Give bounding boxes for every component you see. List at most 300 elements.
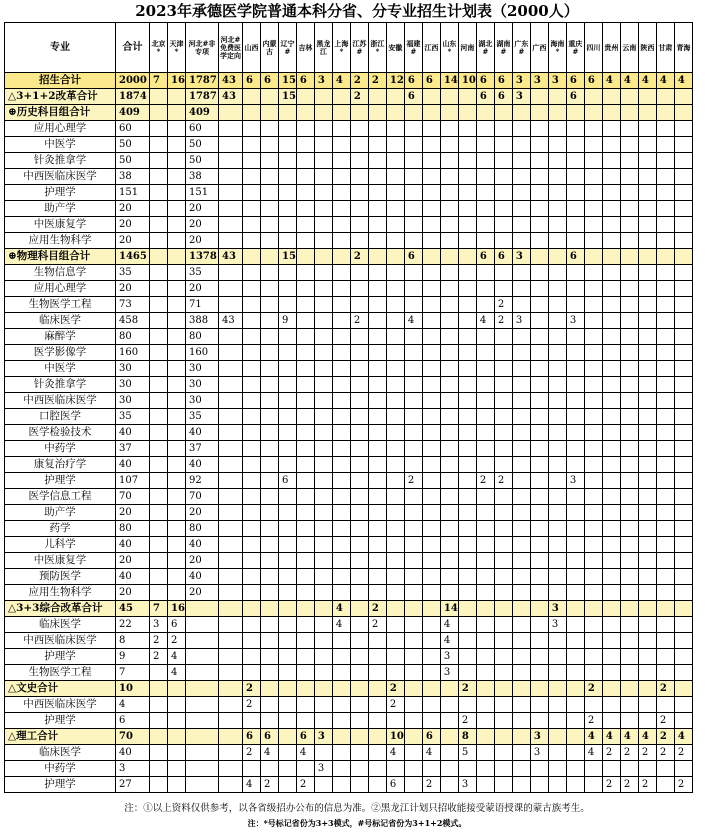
quota-cell [656,105,674,121]
table-row [5,425,693,441]
major-name-cell: 应用生物科学 [5,233,116,249]
quota-cell [458,409,476,425]
quota-cell [261,233,279,249]
quota-cell [458,649,476,665]
quota-cell [584,585,602,601]
quota-cell [219,633,243,649]
quota-cell [350,217,368,233]
quota-cell [279,233,297,249]
quota-cell: 3 [512,73,530,89]
quota-cell [638,489,656,505]
table-row [5,377,693,393]
quota-cell [314,361,332,377]
quota-cell [386,281,404,297]
quota-cell [512,537,530,553]
quota-cell [279,105,297,121]
quota-cell: 4 [296,745,314,761]
quota-cell [404,713,422,729]
quota-cell [638,569,656,585]
quota-cell [368,137,386,153]
quota-cell [350,377,368,393]
quota-cell [602,233,620,249]
quota-cell: 6 [494,73,512,89]
quota-cell [548,633,566,649]
quota-cell [584,233,602,249]
quota-cell [332,697,350,713]
quota-cell [530,217,548,233]
quota-cell [422,313,440,329]
quota-cell [296,185,314,201]
quota-cell [548,265,566,281]
quota-cell [332,505,350,521]
quota-cell [168,441,186,457]
quota-cell [150,745,168,761]
quota-cell [219,265,243,281]
quota-cell [422,505,440,521]
quota-cell [440,185,458,201]
quota-cell [168,697,186,713]
quota-cell [279,457,297,473]
quota-cell [674,441,692,457]
quota-cell [422,473,440,489]
quota-cell [584,425,602,441]
quota-cell [332,153,350,169]
quota-cell [332,137,350,153]
quota-cell [458,105,476,121]
quota-cell [530,761,548,777]
quota-cell [314,473,332,489]
quota-cell [476,761,494,777]
quota-cell [350,457,368,473]
quota-cell [296,137,314,153]
quota-cell [314,649,332,665]
quota-cell [620,553,638,569]
quota-cell [404,777,422,793]
quota-cell: 2 [150,649,168,665]
quota-cell: 4 [332,601,350,617]
quota-cell: 6 [386,777,404,793]
quota-cell [620,425,638,441]
quota-cell [548,729,566,745]
major-name-cell: 儿科学 [5,537,116,553]
quota-cell [219,457,243,473]
quota-cell [296,489,314,505]
quota-cell [620,345,638,361]
quota-cell [168,105,186,121]
subtotal-row [5,89,693,105]
quota-cell [404,105,422,121]
quota-cell [168,249,186,265]
quota-cell [150,585,168,601]
quota-cell [150,169,168,185]
quota-cell [530,553,548,569]
quota-cell [638,409,656,425]
quota-cell [422,377,440,393]
quota-cell [404,649,422,665]
quota-cell [494,281,512,297]
quota-cell [656,233,674,249]
quota-cell [620,297,638,313]
quota-cell [638,457,656,473]
quota-cell: 50 [116,137,150,153]
quota-cell [494,185,512,201]
table-row [5,617,693,633]
major-name-cell: ⊕物理科目组合计 [5,249,116,265]
quota-cell [368,217,386,233]
quota-cell [476,153,494,169]
quota-cell [314,617,332,633]
quota-cell [512,777,530,793]
quota-cell [674,137,692,153]
major-name-cell: 助产学 [5,201,116,217]
quota-cell [261,681,279,697]
quota-cell [440,297,458,313]
quota-cell [476,297,494,313]
quota-cell: 2 [350,89,368,105]
quota-cell [422,249,440,265]
table-row [5,585,693,601]
quota-cell [584,697,602,713]
quota-cell [350,345,368,361]
quota-cell [440,169,458,185]
quota-cell [494,761,512,777]
quota-cell [530,361,548,377]
quota-cell [494,409,512,425]
quota-cell: 40 [116,425,150,441]
quota-cell [422,665,440,681]
quota-cell [314,505,332,521]
quota-cell [638,617,656,633]
column-header: 云南 [620,23,638,73]
major-name-cell: 中医学 [5,137,116,153]
quota-cell [314,665,332,681]
quota-cell [512,121,530,137]
quota-cell [186,649,219,665]
quota-cell [476,361,494,377]
quota-cell [440,745,458,761]
quota-cell [476,745,494,761]
quota-cell: 2 [494,297,512,313]
quota-cell [350,569,368,585]
quota-cell: 6 [404,73,422,89]
quota-cell: 80 [116,329,150,345]
quota-cell [566,217,584,233]
quota-cell [512,697,530,713]
quota-cell [314,457,332,473]
quota-cell [584,601,602,617]
quota-cell [350,729,368,745]
quota-cell [314,713,332,729]
quota-cell [548,297,566,313]
table-row [5,633,693,649]
quota-cell [219,617,243,633]
table-row [5,745,693,761]
quota-cell [512,329,530,345]
major-name-cell: 招生合计 [5,73,116,89]
quota-cell [638,217,656,233]
quota-cell [458,345,476,361]
quota-cell [620,185,638,201]
column-header: 河北#免费医学定向 [219,23,243,73]
quota-cell [168,121,186,137]
quota-cell [314,409,332,425]
quota-cell: 16 [168,73,186,89]
quota-cell [620,761,638,777]
quota-cell [584,265,602,281]
quota-cell [620,169,638,185]
quota-cell [219,553,243,569]
quota-cell [530,89,548,105]
quota-cell: 70 [116,489,150,505]
quota-cell [548,761,566,777]
quota-cell: 40 [186,425,219,441]
quota-cell [512,649,530,665]
quota-cell [422,649,440,665]
quota-cell [368,457,386,473]
quota-cell [476,457,494,473]
quota-cell [279,153,297,169]
quota-cell [296,345,314,361]
quota-cell [386,489,404,505]
quota-cell [150,265,168,281]
quota-cell [168,745,186,761]
quota-cell [602,553,620,569]
quota-cell [186,729,219,745]
quota-cell [422,553,440,569]
table-row [5,777,693,793]
quota-cell [458,665,476,681]
quota-cell [512,153,530,169]
quota-cell [602,521,620,537]
quota-cell [476,105,494,121]
quota-cell [566,745,584,761]
quota-cell [566,681,584,697]
quota-cell [168,585,186,601]
quota-cell [261,297,279,313]
quota-cell [494,105,512,121]
quota-cell [422,521,440,537]
quota-cell [602,505,620,521]
quota-cell [350,681,368,697]
quota-cell: 9 [279,313,297,329]
quota-cell [150,249,168,265]
quota-cell [150,665,168,681]
quota-cell [386,153,404,169]
quota-cell [440,697,458,713]
quota-cell [674,217,692,233]
quota-cell: 1787 [186,89,219,105]
quota-cell [368,169,386,185]
quota-cell: 43 [219,73,243,89]
quota-cell [296,713,314,729]
quota-cell [638,553,656,569]
quota-cell: 38 [116,169,150,185]
quota-cell [368,201,386,217]
quota-cell [368,297,386,313]
table-row [5,393,693,409]
quota-cell [638,201,656,217]
quota-cell [602,761,620,777]
major-name-cell: 中医康复学 [5,217,116,233]
page-title: 2023年承德医学院普通本科分省、分专业招生计划表（2000人） [135,2,579,20]
quota-cell [314,281,332,297]
quota-cell [548,89,566,105]
quota-cell [314,201,332,217]
quota-cell [168,393,186,409]
quota-cell [404,361,422,377]
quota-cell [494,345,512,361]
quota-cell [566,393,584,409]
quota-cell [368,761,386,777]
quota-cell [638,473,656,489]
quota-cell [530,617,548,633]
table-row [5,265,693,281]
quota-cell: 6 [168,617,186,633]
quota-cell [186,745,219,761]
quota-cell [314,153,332,169]
quota-cell: 20 [116,281,150,297]
quota-cell [332,425,350,441]
quota-cell: 4 [584,729,602,745]
quota-cell [150,281,168,297]
quota-cell: 37 [116,441,150,457]
quota-cell [458,137,476,153]
quota-cell [656,697,674,713]
quota-cell [530,697,548,713]
quota-cell [296,601,314,617]
quota-cell [584,377,602,393]
quota-cell [243,457,261,473]
quota-cell: 4 [332,617,350,633]
quota-cell [674,665,692,681]
quota-cell [638,281,656,297]
quota-cell [674,537,692,553]
quota-cell [296,457,314,473]
quota-cell: 458 [116,313,150,329]
quota-cell [476,265,494,281]
quota-cell [168,553,186,569]
quota-cell [638,233,656,249]
quota-cell [440,105,458,121]
major-name-cell: 助产学 [5,505,116,521]
quota-cell [530,105,548,121]
quota-cell: 20 [186,553,219,569]
quota-cell [548,505,566,521]
quota-cell [656,313,674,329]
quota-cell [512,489,530,505]
quota-cell [440,377,458,393]
quota-cell [168,521,186,537]
quota-cell [168,361,186,377]
quota-cell [584,633,602,649]
quota-cell: 43 [219,89,243,105]
quota-cell [314,569,332,585]
quota-cell [386,89,404,105]
quota-cell [638,537,656,553]
quota-cell [150,105,168,121]
quota-cell [458,537,476,553]
quota-cell [296,393,314,409]
major-name-cell: 应用心理学 [5,121,116,137]
quota-cell [350,777,368,793]
quota-cell [440,457,458,473]
quota-cell [279,441,297,457]
quota-cell [530,409,548,425]
quota-cell [530,521,548,537]
quota-cell [476,505,494,521]
quota-cell [566,649,584,665]
quota-cell: 20 [186,585,219,601]
quota-cell [674,233,692,249]
quota-cell: 6 [243,73,261,89]
quota-cell: 6 [566,249,584,265]
quota-cell [314,217,332,233]
quota-cell [566,665,584,681]
quota-cell [296,569,314,585]
quota-cell [458,489,476,505]
quota-cell [620,617,638,633]
quota-cell [296,537,314,553]
quota-cell [566,329,584,345]
quota-cell [219,281,243,297]
quota-cell [620,505,638,521]
quota-cell [332,457,350,473]
quota-cell [458,697,476,713]
quota-cell [261,617,279,633]
quota-cell [404,585,422,601]
quota-cell [512,361,530,377]
quota-cell [440,153,458,169]
quota-cell [674,169,692,185]
quota-cell: 20 [116,585,150,601]
quota-cell [368,185,386,201]
quota-cell: 160 [116,345,150,361]
quota-cell [656,425,674,441]
quota-cell: 2 [602,777,620,793]
quota-cell [279,185,297,201]
quota-cell [512,553,530,569]
quota-cell [279,569,297,585]
quota-cell [279,489,297,505]
table-row [5,185,693,201]
quota-cell [530,473,548,489]
quota-cell [476,617,494,633]
quota-cell [386,377,404,393]
quota-cell [440,473,458,489]
quota-cell [476,665,494,681]
quota-cell [261,265,279,281]
quota-cell [261,569,279,585]
column-header: 山东* [440,23,458,73]
major-name-cell: 护理学 [5,777,116,793]
quota-cell [168,761,186,777]
quota-cell: 1787 [186,73,219,89]
quota-cell [150,89,168,105]
quota-cell [219,121,243,137]
quota-cell: 4 [602,729,620,745]
quota-cell [530,489,548,505]
major-name-cell: 康复治疗学 [5,457,116,473]
quota-cell [638,89,656,105]
quota-cell [512,601,530,617]
quota-cell [332,265,350,281]
quota-cell [674,553,692,569]
major-name-cell: 针灸推拿学 [5,377,116,393]
quota-cell: 6 [116,713,150,729]
quota-cell [440,553,458,569]
quota-cell [620,361,638,377]
quota-cell [368,521,386,537]
